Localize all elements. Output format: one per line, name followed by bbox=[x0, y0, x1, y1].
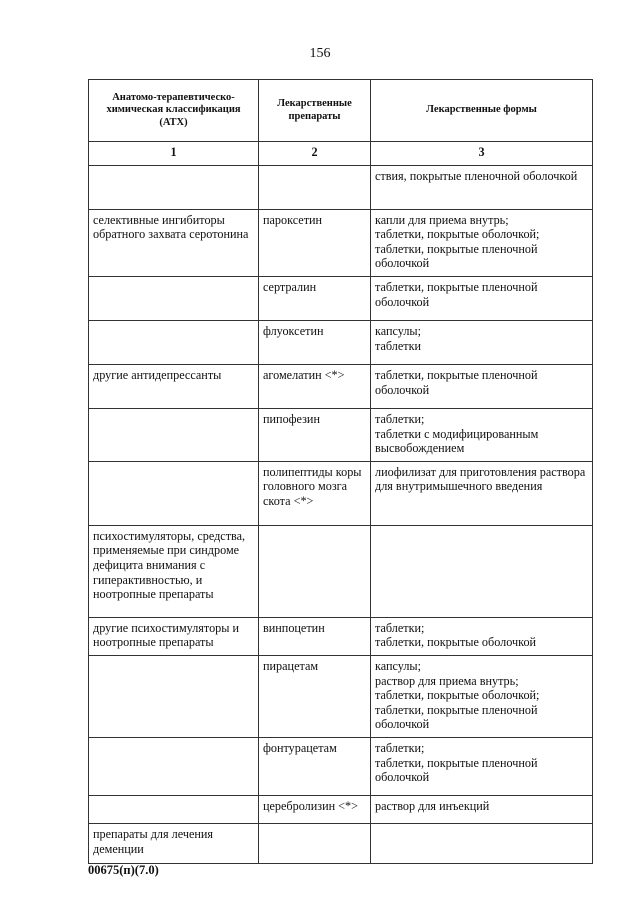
cell-drug: винпоцетин bbox=[259, 617, 371, 655]
cell-atx bbox=[89, 795, 259, 823]
cell-forms bbox=[371, 823, 593, 863]
table-row bbox=[89, 525, 593, 617]
column-number: 2 bbox=[259, 142, 371, 166]
table-row bbox=[89, 655, 593, 737]
cell-drug: пирацетам bbox=[259, 655, 371, 737]
table-header-row bbox=[89, 80, 593, 142]
cell-atx: селективные ингибиторы обратного захвата серотонина bbox=[89, 209, 259, 276]
cell-atx bbox=[89, 655, 259, 737]
cell-atx: другие антидепрессанты bbox=[89, 364, 259, 408]
page-number: 156 bbox=[309, 46, 331, 61]
cell-drug bbox=[259, 165, 371, 209]
table-row bbox=[89, 165, 593, 209]
cell-drug: флуоксетин bbox=[259, 320, 371, 364]
cell-drug: полипептиды коры головного мозга скота <*> bbox=[259, 461, 371, 525]
table-row bbox=[89, 795, 593, 823]
cell-atx bbox=[89, 461, 259, 525]
cell-drug bbox=[259, 525, 371, 617]
cell-atx bbox=[89, 737, 259, 795]
cell-drug: фонтурацетам bbox=[259, 737, 371, 795]
cell-atx bbox=[89, 320, 259, 364]
cell-drug: агомелатин <*> bbox=[259, 364, 371, 408]
cell-drug: церебролизин <*> bbox=[259, 795, 371, 823]
table-row bbox=[89, 737, 593, 795]
cell-forms: капли для приема внутрь; таблетки, покрытые оболочкой; таблетки, покрытые пленочной оболочкой bbox=[371, 209, 593, 276]
cell-forms: раствор для инъекций bbox=[371, 795, 593, 823]
cell-atx: психостимуляторы, средства, применяемые при синдроме дефицита внимания с гиперактивностью, и ноотропные препараты bbox=[89, 525, 259, 617]
cell-forms: таблетки, покрытые пленочной оболочкой bbox=[371, 276, 593, 320]
table-row bbox=[89, 209, 593, 276]
header-forms: Лекарственные формы bbox=[371, 80, 593, 142]
cell-forms: таблетки, покрытые пленочной оболочкой bbox=[371, 364, 593, 408]
cell-atx bbox=[89, 276, 259, 320]
cell-forms bbox=[371, 525, 593, 617]
table-row bbox=[89, 461, 593, 525]
table-row bbox=[89, 408, 593, 461]
cell-forms: таблетки; таблетки, покрытые пленочной оболочкой bbox=[371, 737, 593, 795]
header-atx: Анатомо-терапевтическо-химическая классификация (АТХ) bbox=[89, 80, 259, 142]
cell-forms: таблетки; таблетки с модифицированным высвобождением bbox=[371, 408, 593, 461]
table-row bbox=[89, 823, 593, 863]
column-number-row bbox=[89, 142, 593, 166]
column-number: 3 bbox=[371, 142, 593, 166]
table-row bbox=[89, 320, 593, 364]
cell-forms: лиофилизат для приготовления раствора для внутримышечного введения bbox=[371, 461, 593, 525]
cell-atx bbox=[89, 408, 259, 461]
cell-atx: препараты для лечения деменции bbox=[89, 823, 259, 863]
cell-drug: пароксетин bbox=[259, 209, 371, 276]
cell-forms: капсулы; таблетки bbox=[371, 320, 593, 364]
cell-forms: таблетки; таблетки, покрытые оболочкой bbox=[371, 617, 593, 655]
cell-drug bbox=[259, 823, 371, 863]
table-row bbox=[89, 617, 593, 655]
cell-atx bbox=[89, 165, 259, 209]
cell-forms: капсулы; раствор для приема внутрь; таблетки, покрытые оболочкой; таблетки, покрытые пленочной оболочкой bbox=[371, 655, 593, 737]
drug-table bbox=[88, 79, 593, 864]
cell-drug: сертралин bbox=[259, 276, 371, 320]
document-code: 00675(п)(7.0) bbox=[88, 863, 159, 877]
cell-atx: другие психостимуляторы и ноотропные препараты bbox=[89, 617, 259, 655]
table-row bbox=[89, 364, 593, 408]
cell-forms: ствия, покрытые пленочной оболочкой bbox=[371, 165, 593, 209]
header-drugs: Лекарственные препараты bbox=[259, 80, 371, 142]
table-row bbox=[89, 276, 593, 320]
cell-drug: пипофезин bbox=[259, 408, 371, 461]
column-number: 1 bbox=[89, 142, 259, 166]
table-body bbox=[89, 165, 593, 863]
